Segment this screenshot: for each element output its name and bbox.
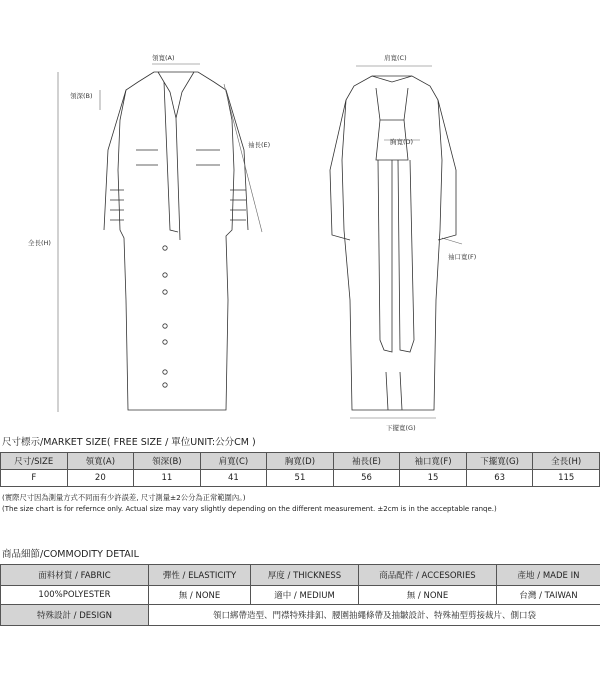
table-header-cell: 尺寸/SIZE xyxy=(1,453,68,470)
table-header-cell: 胸寬(D) xyxy=(267,453,334,470)
detail-title: 商品細節/COMMODITY DETAIL xyxy=(2,549,139,560)
back-view-drawing xyxy=(330,76,456,410)
table-header-cell: 厚度 / THICKNESS xyxy=(251,565,359,586)
table-cell: 51 xyxy=(267,470,334,487)
table-header-cell: 彈性 / ELASTICITY xyxy=(149,565,251,586)
table-header-cell: 產地 / MADE IN xyxy=(497,565,600,586)
table-header-cell: 面料材質 / FABRIC xyxy=(1,565,149,586)
table-cell: 無 / NONE xyxy=(149,586,251,605)
table-header-cell: 袖長(E) xyxy=(333,453,400,470)
size-chart-title: 尺寸標示/MARKET SIZE( FREE SIZE / 單位UNIT:公分CM ) xyxy=(2,437,256,448)
table-header-row xyxy=(1,565,600,586)
label-shoulder-width: 肩寬(C) xyxy=(384,54,407,62)
table-header-cell: 全長(H) xyxy=(533,453,600,470)
size-note-en: (The size chart is for refernce only. Actual size may vary slightly depending on the different measurement. ±2cm is in the acceptable ranqe.) xyxy=(2,505,497,513)
label-hem-width: 下擺寬(G) xyxy=(386,424,416,432)
label-sleeve-length: 袖長(E) xyxy=(248,141,271,149)
table-header-cell: 下擺寬(G) xyxy=(466,453,533,470)
front-view-drawing xyxy=(104,72,248,410)
table-cell: 115 xyxy=(533,470,600,487)
table-cell: 41 xyxy=(200,470,267,487)
label-cuff-width: 袖口寬(F) xyxy=(448,253,477,261)
table-row xyxy=(1,586,600,605)
table-header-row xyxy=(1,453,600,470)
table-row xyxy=(1,470,600,487)
table-cell: 11 xyxy=(134,470,201,487)
table-cell: F xyxy=(1,470,68,487)
table-header-cell: 袖口寬(F) xyxy=(400,453,467,470)
table-cell: 56 xyxy=(333,470,400,487)
table-header-cell: 領深(B) xyxy=(134,453,201,470)
table-cell: 領口綁帶造型、門襟特殊排釦、腰圍抽繩條帶及抽皺設計、特殊袖型剪接裁片、側口袋 xyxy=(149,605,600,626)
table-header-cell: 肩寬(C) xyxy=(200,453,267,470)
table-cell: 20 xyxy=(67,470,134,487)
label-chest-width: 胸寬(D) xyxy=(390,138,414,146)
size-note-cn: (實際尺寸因為測量方式不同而有少許誤差, 尺寸測量±2公分為正常範圍內。) xyxy=(2,493,246,502)
label-neck-depth: 領深(B) xyxy=(70,92,93,100)
table-header-cell: 特殊設計 / DESIGN xyxy=(1,605,149,626)
table-cell: 適中 / MEDIUM xyxy=(251,586,359,605)
front-buttons xyxy=(163,246,167,387)
label-total-length: 全長(H) xyxy=(28,239,51,247)
table-cell: 台灣 / TAIWAN xyxy=(497,586,600,605)
label-neck-width: 領寬(A) xyxy=(152,54,175,62)
table-header-cell: 商品配件 / ACCESORIES xyxy=(359,565,497,586)
table-row xyxy=(1,605,600,626)
table-cell: 無 / NONE xyxy=(359,586,497,605)
detail-table xyxy=(0,564,600,626)
table-header-cell: 領寬(A) xyxy=(67,453,134,470)
table-cell: 63 xyxy=(466,470,533,487)
table-cell: 100%POLYESTER xyxy=(1,586,149,605)
size-chart-table xyxy=(0,452,600,487)
table-cell: 15 xyxy=(400,470,467,487)
